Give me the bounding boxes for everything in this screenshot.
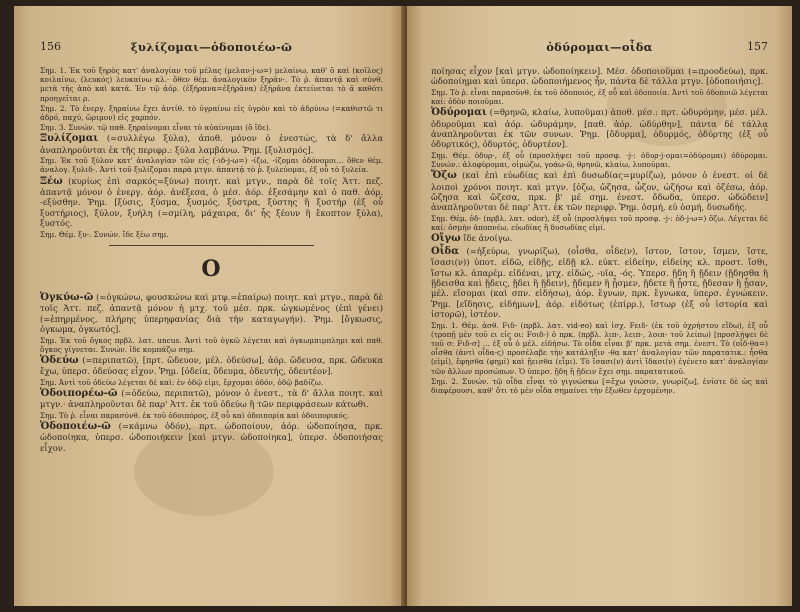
entry-note: Σημ. Τὸ ῥ. εἶναι παρασύνθ. ἐκ τοῦ ὁδοποιός, ἐξ οὗ καὶ ὁδοποιία. Ἀντὶ τοῦ ὁδοποιῶ λέγεται καί: ὁδὸν ποιοῦμαι. xyxy=(431,87,768,107)
right-page-number: 157 xyxy=(747,40,768,53)
entry-headword: Ὁδοιπορέω-ῶ xyxy=(40,387,118,399)
section-divider xyxy=(109,245,315,246)
entry-note: Σημ. 2. Συνών. τῷ οἶδα εἶναι τὸ γιγνώσκω [=ἔχω γνώσιν, γνωρίζω], ἐνίοτε δὲ ὡς καὶ διαφέρουσι, καθ' ὅτι τὸ μὲν οἶδα σημαίνει τὴν ἔξωθεν ἐρχομένην. xyxy=(431,376,768,395)
entry-headword: Ξυλίζομαι xyxy=(40,133,99,145)
entry-text: (=ἠξεύρω, γνωρίζω), (οἶσθα, οἶδε(ν), ἴστον, ἴστον, ἴσμεν, ἴστε, ἴσασι(ν)) ὑποτ. εἰδῶ, εἰδῇς, εἰδῇ κλ. εὐκτ. εἰδείην, εἰδείης κλ. προστ. ἴσθι, ἴστω κλ. ἀπαρέμ. εἰδέναι, μτχ. εἰδώς, -υῖα, -ός. Ὑπερσ. ᾔδη ἢ ᾔδειν (ᾔδησθα ἢ ᾔδεισθα καὶ ᾔδεις, ᾔδει ἢ ᾔδειν), ᾔδεμεν ἢ ᾖσμεν, ᾔδετε ἢ ᾖστε, ᾔδεσαν ἢ ᾖσαν, μέλ. εἴσομαι (καὶ σπν. εἰδήσω), ἀόρ. ἔγνων, πρκ. ἔγνωκα, ὑπερσ. ἐγνώκειν. Ῥημ. [εἴδησις, εἰδήμων], ἀόρ. εἰδότως (ἐπίρρ.), ἴστωρ (ἐξ οὗ ἱστορία καὶ ἱστορῶ), ἰστέον. xyxy=(431,245,768,320)
page-stain xyxy=(607,66,727,146)
dictionary-entry xyxy=(431,233,768,244)
section-letter: Ο xyxy=(201,255,222,282)
right-running-head: ὀδύρομαι—οἶδα xyxy=(546,40,653,54)
entry-text: (=κάμνω ὁδόν), πρτ. ὡδοποίουν, ἀόρ. ὡδοποίησα, πρκ. ὡδοποίηκα, ὑπερσ. ὡδοποιήκειν [καὶ μτγν. ὡδοποίηκα], ὑπερσ. ὁδοποιήσας εἶχον. xyxy=(40,420,383,453)
left-page xyxy=(14,6,405,606)
entry-headword: Ὁδοποιέω-ῶ xyxy=(40,420,111,432)
entry-note: Σημ. 1. Θέμ. ἀσθ. Fιδ- (πρβλ. λατ. vid-eo) καὶ ἰσχ. Fειδ- (ἐκ τοῦ ὁχρήστου εἴδω), ἐξ οὗ (τροπῇ μὲν τοῦ ει εἰς οι: Fοιδ-) ὁ πρκ. (πρβλ. λιπ-, λειπ-, λοιπ- τοῦ λείπω) [προσλήψει δὲ τοῦ σ: Fιδ-σ] ... ἐξ οὗ ὁ μέλ. εἰδήσω. Τὸ οἶδα εἶναι β' πρκ. μετὰ σημ. ἐνεστ. Τὸ (οἶδ-θα=) οἶσθα (ἀντὶ οἶδα-ς) προσέλαβε τὴν κατάληξιν -θα κατ' ἀναλογίαν τῶν παρατατικ.: ἦσθα (εἰμί), ἔφησθα (φημί) καὶ ᾔεισθα (εἶμι). Τὸ ἴσασι(ν) ἀντὶ ἴδασι(ν) ἐγένετο κατ' ἀναλογίαν τῶν ἄλλων προσώπων. Ὁ ὑπερσ. ᾔδη ἢ ᾔδειν ἔχει σημ. παρατατικοῦ. xyxy=(431,320,768,376)
right-page-header xyxy=(431,40,768,60)
entry-headword: Ὀγκύω-ῶ xyxy=(40,291,94,303)
entry-headword: Οἴγω xyxy=(431,233,461,245)
entry-note: Σημ. Τὸ ῥ. εἶναι παρασύνθ. ἐκ τοῦ ὁδοιπόρος, ἐξ οὗ καὶ ὁδοιπορία καὶ ὁδοιπορικός. xyxy=(40,410,350,420)
entry-text: (=συλλέγω ξύλα), ἀποθ. μόνον ὁ ἐνεστώς, τὰ δ' ἄλλα ἀναπληροῦνται ἐκ τῆς περιφρ.: ξύλα λαμβάνω. Ῥημ. [ξυλισμός]. xyxy=(40,133,383,155)
page-stain xyxy=(134,426,274,516)
entry-headword: Οἶδα xyxy=(431,245,459,257)
entry-text: ἴδε ἀνοίγω. xyxy=(463,233,513,244)
dictionary-entry xyxy=(40,355,383,377)
entry-headword: Ὄζω xyxy=(431,170,457,182)
entry-note: Σημ. Θέμ. ὀδ- (πρβλ. λατ. odor), ἐξ οὗ (προσλήψει τοῦ προσφ. -j-: ὀδ-j-ω=) ὄζω. Λέγεται δὲ καί: ὀσμὴν ἀποπνέω, εὐωδίας ἢ δυσωδίας εἰμί. xyxy=(431,213,768,233)
right-page xyxy=(407,6,792,606)
left-page-number: 156 xyxy=(40,40,61,53)
entry-note: Σημ. Ἐκ τοῦ ξύλον κατ' ἀναλογίαν τῶν εἰς (-ιδ-j-ω=) -ίζω, -ίζομαι ὁδόνομοι... ὅθεν θέμ. ἀναλογ. ξυλιδ-. Ἀντὶ τοῦ ξυλίζομαι παρὰ μτγν. ἀπαντᾷ τὸ ῥ. ξυλεύομαι, ἐξ οὗ τὸ ξυλεία. xyxy=(40,156,383,175)
left-running-head: ξυλίζομαι—ὁδοποιέω-ῶ xyxy=(130,40,293,54)
entry-headword: Ὀδύρομαι xyxy=(431,107,487,119)
entry-headword: Ξέω xyxy=(40,175,63,187)
left-note-3: Σημ. 3. Συνών. τῷ παθ. ξηραίνομαι εἶναι τὸ αὐαίνομαι (ὃ ἴδε). xyxy=(40,123,271,133)
dictionary-entry xyxy=(40,176,383,229)
entry-text: (=ὁδεύω, περιπατῶ), μόνον ὁ ἐνεστ., τὰ δ' ἄλλα ποιητ. καὶ μτγν.· ἀναπληροῦνται δὲ παρ' Ἀττ. ἐκ τοῦ ὁδεύω ἢ τῶν περιφράσεων κάτωθι. xyxy=(40,387,383,410)
dictionary-entry xyxy=(40,292,383,335)
entry-note: Σημ. Ἐκ τοῦ ὄγκος πρβλ. λατ. uncus. Ἀντὶ τοῦ ὀγκῶ λέγεται καὶ ὀγκωμπιμπλημι καὶ παθ. ὄγκος γίγνεται. Συνών. ἴδε κομπάζω σημ. xyxy=(40,335,383,354)
entry-text: (=θρηνῶ, κλαίω, λυποῦμαι) ἀποθ. μέσ.: πρτ. ὠδυρόμην, μέσ. μέλ. ὀδυροῦμαι καὶ ἀόρ. ὠδυράμην, [παθ. ἀόρ. ὠδύρθην], πάντα δὲ τάλλα ἀναπληροῦνται ἐκ τῶν συνων. Ῥημ. [ὄδυρμα], ὀδυρμός, ὀδύρτης (ἐξ οὗ ὀδυρτικός), ὀδυρτός, ὀδυρτέον]. xyxy=(431,107,768,150)
entry-headword: Ὁδεύω xyxy=(40,354,79,366)
dictionary-entry xyxy=(431,170,768,213)
entry-text: (καὶ ἐπὶ εὐωδίας καὶ ἐπὶ δυσωδίας=μυρίζω), μόνον ὁ ἐνεστ. οἱ δὲ λοιποὶ χρόνοι ποιητ. καὶ μτγν. [ὀζω, ὤζησα, ὦζον, ὠζήσω καὶ ὀζέσω, ἀόρ. ὤζησα καὶ ὤζεσα, πρκ. β' μέ σημ. ἐνεστ. ὄδωδα, ὑπερσ. ὠδώδειν] ἀναπληροῦνται δὲ παρ' Ἀττ. ἐκ τῶν περιφρ. Ῥημ. ὀσμή, εὐ ὀσμή, δυσωδής. xyxy=(431,170,768,213)
entry-note: Σημ. Θέμ. ξυ-. Συνών. ἴδε ξέω σημ. xyxy=(40,229,169,239)
entry-note: Σημ. Ἀντὶ τοῦ ὁδεύω λέγεται δὲ καὶ: ἐν ὁδῷ εἰμι, ἔρχομαι ὁδόν, ὁδῷ βαδίζω. xyxy=(40,377,324,387)
entry-text: (κυρίως ἐπὶ σαρκός=ξύνω) ποιητ. καὶ μτγν., παρὰ δὲ τοῖς Ἀττ. πεζ. ἀπαντᾷ μόνον ὁ ἐνεργ. ἀόρ. ἀνέξεσα, ὁ μέσ. ἀόρ. ἐξεσάμην καὶ ὁ παθ. ἀόρ. -εξύσθην. Ῥημ. [ξύσις, ξύσμα, ξυσμός, ξύστρα, ξύστης ἢ ξυστήρ (ἐξ οὗ ξυστήριος), ξύλον, ξυήλη (=σμίλη, μάχαιρα, δι' ἧς ξέουν ἢ ἔκοπτον ξύλα), ξυστός. xyxy=(40,175,383,229)
entry-continuation: ποίησας εἶχον [καὶ μτγν. ὡδοποίηκειν]. Μέσ. ὁδοποιοῦμαι (=προοδεύω), πρκ. ὡδοποίημαι καὶ ὑπερσ. ὡδοποιήμενος ἦν, πάντα δὲ τάλλα μτγν. [ὁδοποιήσις]. xyxy=(431,66,768,87)
left-note-1: Σημ. 1. Ἐκ τοῦ ξηρὸς κατ' ἀναλογίαν τοῦ μέλας (μελαν-j-ω=) μελαίνω, καθ' ὃ καὶ (κοῖλος) κοιλαίνω, (λευκός) λευκαίνω κλ.· ὅθεν θέμ. ἀναλογικὸν ξηρᾱν-. Τὸ ῥ. ἀπαντᾷ καὶ σύνθ. μετὰ τῆς ἀπὸ καὶ κατά. Ἐν τῷ ἀόρ. (ἐξήρανα=ἐξήρᾱνα) ἐξήρᾱνα ἐκτείνεται τὸ ᾱ καθότι προηγεῖται ρ. xyxy=(40,66,383,103)
dictionary-entry xyxy=(40,388,383,410)
left-page-header xyxy=(40,40,383,60)
dictionary-entry xyxy=(40,133,383,155)
dictionary-entry xyxy=(431,246,768,320)
entry-text: (=ὀγκώνω, φουσκώνω καὶ μτφ.=ἐπαίρω) ποιητ. καὶ μτγν., παρὰ δὲ τοῖς Ἀττ. πεζ. ἀπαντᾷ μόνον ἡ μτχ. τοῦ μέσ. πρκ. ὠγκωμένος (ἐπὶ γένει) (=ἐπηρμένος, πλήρης ὑπερηφανίας διὰ τὴν καταγωγήν). Ῥημ. [ὄγκωσις, ὀγκωμα, ὀγκωτός]. xyxy=(40,291,383,335)
entry-note: Σημ. Θέμ. ὀδυρ-, ἐξ οὗ (προσλήψει τοῦ προσφ. -j-: ὀδυρ-j-ομαι=ὀδύρομαι) ὀδύρομαι. Συνών.: ἀλοφύρομαι, οἰμώζω, γοάω-ῶ, θρηνῶ, κλαίω, λυποῦμαι. xyxy=(431,150,768,170)
entry-text: (=περιπατῶ), [πρτ. ὥδευον, μέλ. ὁδεύσω], ἀόρ. ὥδευσα, πρκ. ὥδευκα ἔχω, ὑπερσ. ὁδεύσας εἶχον. Ῥημ. [ὁδεία, ὅδευμα, ὁδευτής, ὁδευτέον]. xyxy=(40,354,383,377)
left-note-2: Σημ. 2. Τὸ ἐνεργ. ξηραίνω ἔχει ἀντίθ. τὸ ὑγραίνω εἰς ὑγρὸν καὶ τὸ ἁδρύνω (=καθιστῶ τι ἁδρό, παχύ, ὥριμον) εἰς χαρπόν. xyxy=(40,103,383,123)
open-book xyxy=(14,6,792,606)
